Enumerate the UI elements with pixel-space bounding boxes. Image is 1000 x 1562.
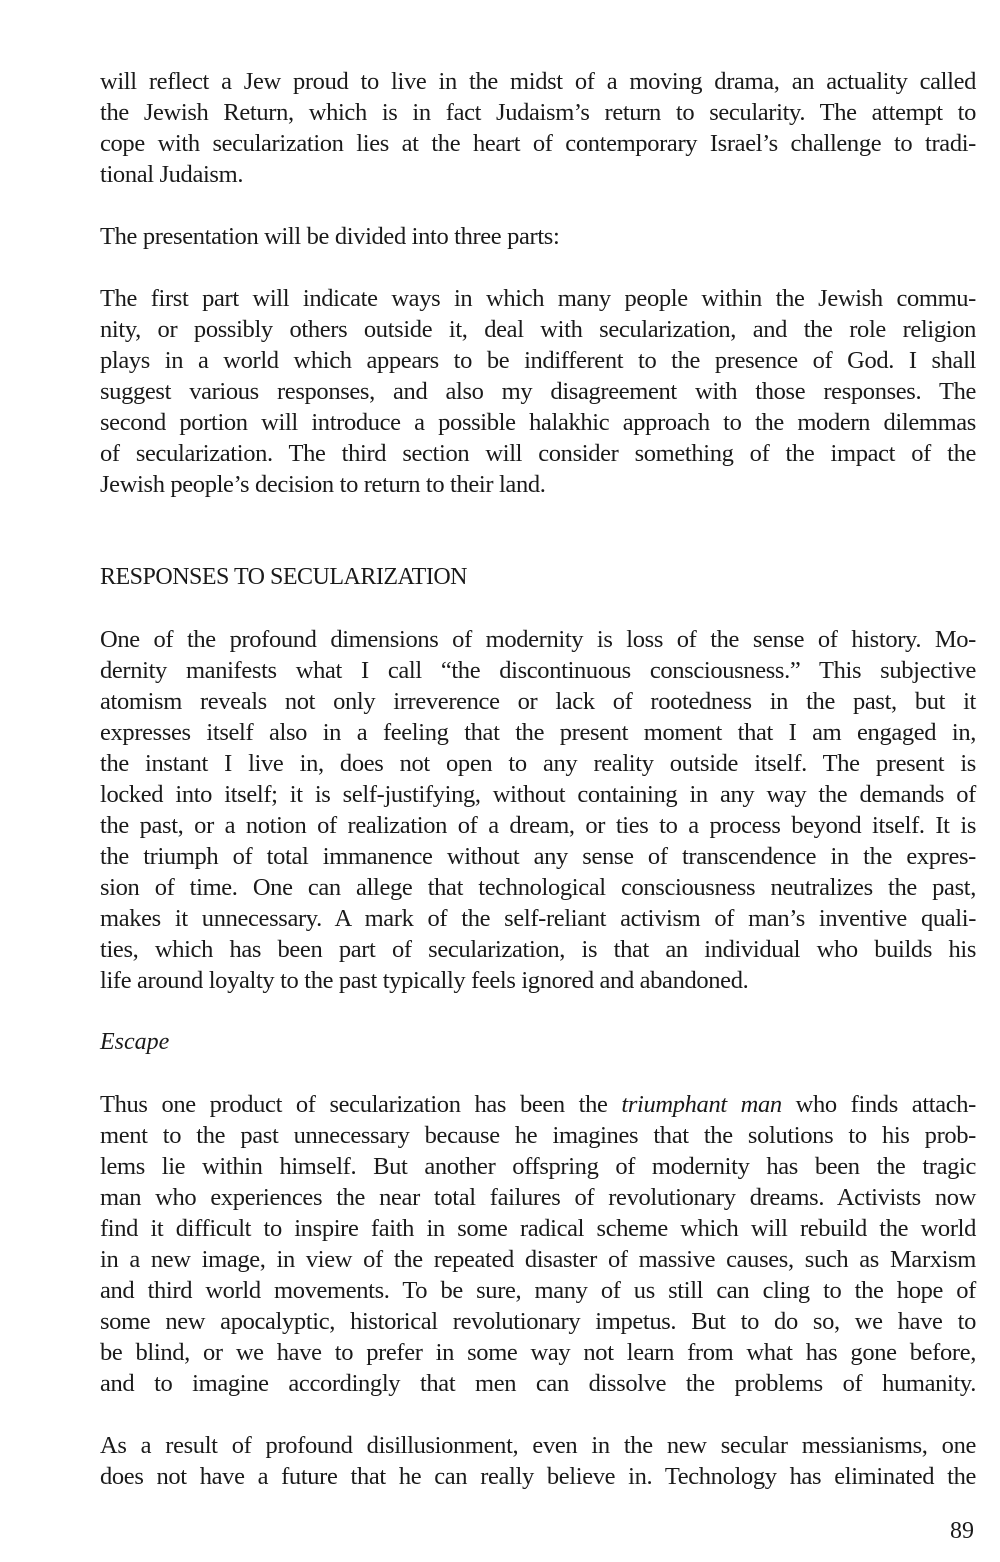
text-line: and to imagine accordingly that men can dissolve the problems of humanity. [100, 1370, 976, 1397]
paragraph-presentation-intro [100, 221, 976, 252]
paragraph-modernity [100, 624, 976, 996]
text-line: ties, which has been part of secularization, is that an individual who builds his [100, 936, 976, 963]
paragraph-disillusionment [100, 1430, 976, 1492]
text-line: lems lie within himself. But another offspring of modernity has been the tragic [100, 1153, 976, 1180]
text-segment: who finds attach- [781, 1091, 976, 1118]
text-line: atomism reveals not only irreverence or lack of rootedness in the past, but it [100, 688, 976, 715]
text-line: in a new image, in view of the repeated disaster of massive causes, such as Marxism [100, 1246, 976, 1273]
text-line: man who experiences the near total failures of revolutionary dreams. Activists now [100, 1184, 976, 1211]
text-line: One of the profound dimensions of modernity is loss of the sense of history. Mo- [100, 626, 976, 653]
text-line: and third world movements. To be sure, many of us still can cling to the hope of [100, 1277, 976, 1304]
section-heading: RESPONSES TO SECULARIZATION [100, 564, 467, 590]
text-line: will reflect a Jew proud to live in the midst of a moving drama, an actuality called [100, 68, 976, 95]
subsection-heading: Escape [100, 1029, 170, 1055]
text-line: be blind, or we have to prefer in some way not learn from what has gone before, [100, 1339, 976, 1366]
text-line: cope with secularization lies at the heart of contemporary Israel’s challenge to tradi- [100, 130, 976, 157]
text-line: locked into itself; it is self-justifying, without containing in any way the demands of [100, 781, 976, 808]
text-line: second portion will introduce a possible halakhic approach to the modern dilemmas [100, 409, 976, 436]
page-number: 89 [950, 1518, 974, 1544]
paragraph-intro-continuation [100, 66, 976, 190]
text-line: The first part will indicate ways in which many people within the Jewish commu- [100, 285, 976, 312]
text-line: sion of time. One can allege that technological consciousness neutralizes the past, [100, 874, 976, 901]
text-line: ment to the past unnecessary because he imagines that the solutions to his prob- [100, 1122, 976, 1149]
text-line: dernity manifests what I call “the discontinuous consciousness.” This subjective [100, 657, 976, 684]
text-line: Jewish people’s decision to return to their land. [100, 471, 546, 498]
text-line: nity, or possibly others outside it, deal with secularization, and the role religion [100, 316, 976, 343]
text-line: the triumph of total immanence without any sense of transcendence in the expres- [100, 843, 976, 870]
text-line: find it difficult to inspire faith in some radical scheme which will rebuild the world [100, 1215, 976, 1242]
text-line: does not have a future that he can really believe in. Technology has eliminated the [100, 1463, 976, 1490]
text-line: expresses itself also in a feeling that the present moment that I am engaged in, [100, 719, 976, 746]
emphasized-term: triumphant man [621, 1091, 782, 1118]
text-line: life around loyalty to the past typically feels ignored and abandoned. [100, 967, 749, 994]
text-line: makes it unnecessary. A mark of the self-reliant activism of man’s inventive quali- [100, 905, 976, 932]
text-line: the Jewish Return, which is in fact Judaism’s return to secularity. The attempt to [100, 99, 976, 126]
book-page [100, 66, 976, 1492]
text-line: the instant I live in, does not open to any reality outside itself. The present is [100, 750, 976, 777]
text-line: The presentation will be divided into three parts: [100, 223, 560, 250]
text-line: tional Judaism. [100, 161, 244, 188]
text-line [100, 1089, 976, 1120]
text-line: of secularization. The third section will consider something of the impact of the [100, 440, 976, 467]
text-line: some new apocalyptic, historical revolutionary impetus. But to do so, we have to [100, 1308, 976, 1335]
paragraph-triumphant-man [100, 1089, 976, 1399]
text-line: plays in a world which appears to be indifferent to the presence of God. I shall [100, 347, 976, 374]
text-line: the past, or a notion of realization of a dream, or ties to a process beyond itself. It is [100, 812, 976, 839]
text-line: suggest various responses, and also my disagreement with those responses. The [100, 378, 976, 405]
paragraph-three-parts [100, 283, 976, 500]
text-line: As a result of profound disillusionment, even in the new secular messianisms, one [100, 1432, 976, 1459]
text-segment: Thus one product of secularization has been the [100, 1091, 622, 1118]
